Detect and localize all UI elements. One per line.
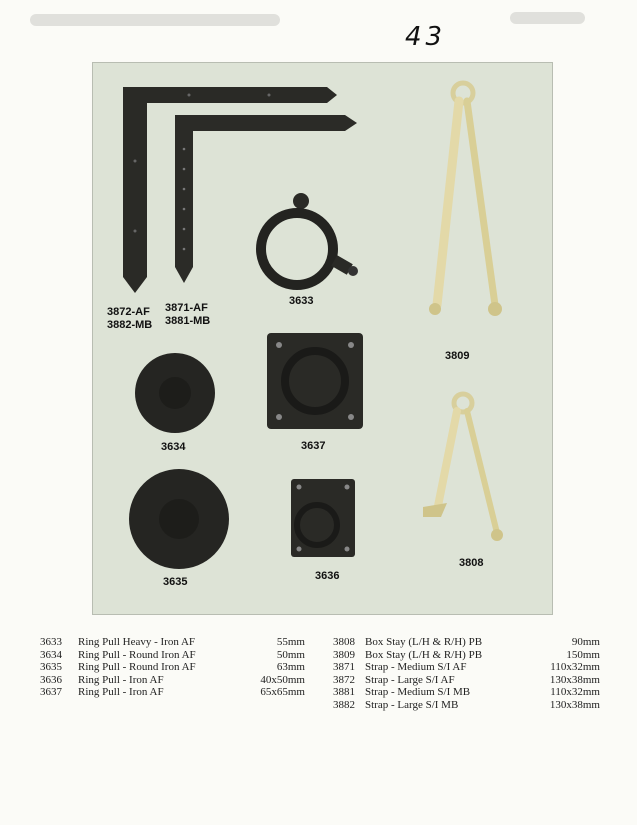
box-stay-short [411, 391, 511, 551]
list-item: 3635 Ring Pull - Round Iron AF 63mm [40, 661, 305, 673]
list-item: 3636 Ring Pull - Iron AF 40x50mm [40, 673, 305, 686]
list-item: 3872 Strap - Large S/I AF 130x38mm [333, 673, 600, 686]
box-stay-long [415, 75, 515, 345]
label-round-iron-large: 3635 [163, 576, 188, 588]
label-box-stay-long: 3809 [445, 350, 470, 362]
label-ring-pull-iron-large: 3637 [301, 440, 326, 452]
list-item: 3633 Ring Pull Heavy - Iron AF 55mm [40, 636, 305, 648]
list-item: 3809 Box Stay (L/H & R/H) PB 150mm [333, 648, 600, 661]
round-iron-large [127, 467, 231, 571]
list-item: 3634 Ring Pull - Round Iron AF 50mm [40, 648, 305, 661]
header-smudge-right [510, 12, 585, 24]
round-iron-small [133, 351, 217, 435]
label-ring-pull-heavy: 3633 [289, 295, 314, 307]
product-list-left [40, 636, 305, 699]
label-ring-pull-iron-small: 3636 [315, 570, 340, 582]
page-number: 43 [405, 22, 447, 52]
product-list-right [333, 636, 600, 711]
header-smudge-left [30, 14, 280, 26]
list-item: 3637 Ring Pull - Iron AF 65x65mm [40, 686, 305, 698]
list-item: 3881 Strap - Medium S/I MB 110x32mm [333, 686, 600, 698]
ring-pull-iron-large [263, 329, 367, 433]
ring-pull-heavy [253, 191, 363, 291]
label-box-stay-short: 3808 [459, 557, 484, 569]
list-item: 3871 Strap - Medium S/I AF 110x32mm [333, 661, 600, 673]
label-bracket-small: 3871-AF 3881-MB [165, 302, 211, 327]
list-item: 3808 Box Stay (L/H & R/H) PB 90mm [333, 636, 600, 648]
product-photo [92, 62, 553, 615]
ring-pull-iron-small [287, 475, 359, 563]
list-item: 3882 Strap - Large S/I MB 130x38mm [333, 698, 600, 711]
label-round-iron-small: 3634 [161, 441, 186, 453]
label-bracket-large: 3872-AF 3882-MB [107, 306, 153, 331]
